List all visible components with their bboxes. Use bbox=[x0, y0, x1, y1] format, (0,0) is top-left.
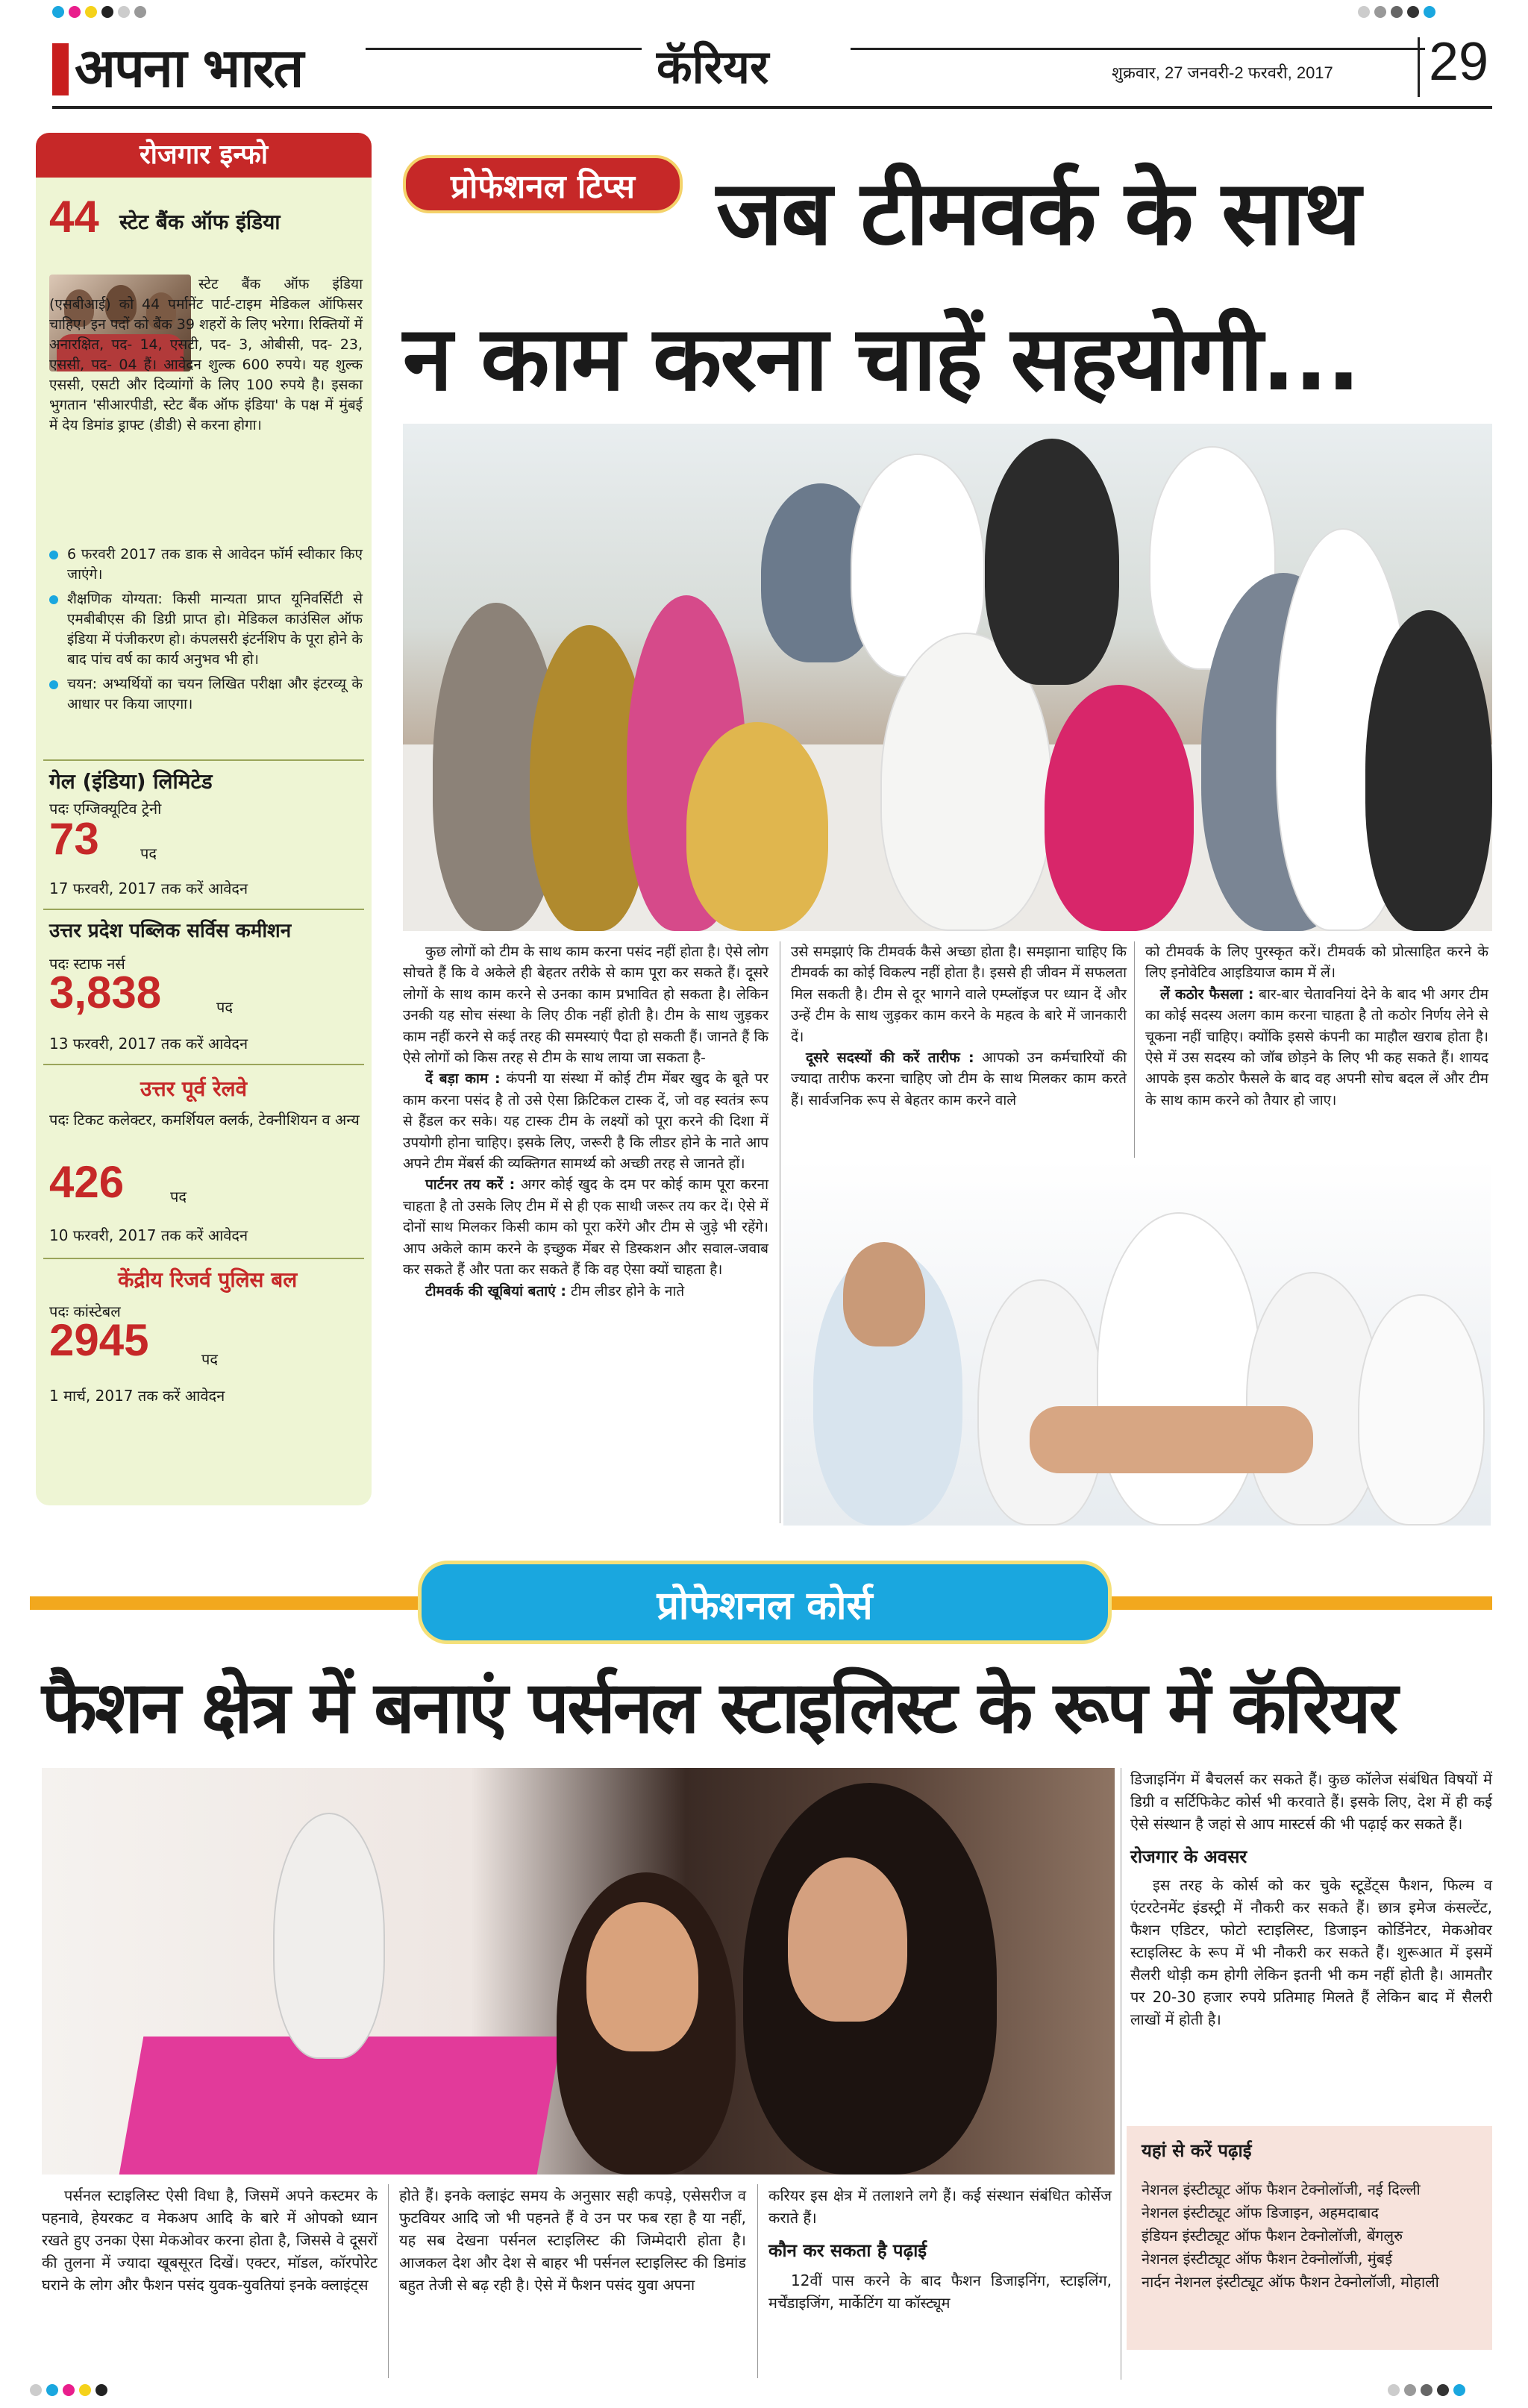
sidebar-divider bbox=[43, 1064, 364, 1065]
article2-column-1 bbox=[42, 2184, 378, 2296]
paragraph: दूसरे सदस्यों की करें तारीफ : आपको उन कर्मचारियों की ज्यादा तारीफ करना चाहिए जो टीम के साथ मिलकर काम करते हैं। सार्वजनिक रूप से बेहतर काम करने वाले bbox=[791, 1050, 1127, 1109]
institute-item: नेशनल इंस्टीट्यूट ऑफ फैशन टेक्नोलॉजी, मुंबई bbox=[1142, 2250, 1393, 2268]
article1-column-3 bbox=[1145, 941, 1488, 1111]
registration-dots-top-right bbox=[1358, 6, 1440, 21]
registration-dots-top bbox=[52, 6, 151, 21]
article1-column-1 bbox=[403, 941, 768, 1302]
page-number-divider bbox=[1418, 37, 1420, 97]
uppsc-unit: पद bbox=[216, 998, 233, 1016]
crpf-org-name: केंद्रीय रिजर्व पुलिस बल bbox=[118, 1267, 298, 1292]
paragraph: कुछ लोगों को टीम के साथ काम करना पसंद नहीं होता है। ऐसे लोग सोचते हैं कि वे अकेले ही बेहतर तरीके से काम पूरा कर सकते हैं। दूसरे लोगों के साथ काम करने से उनका काम प्रभावित हो सकता है। लेकिन उनकी यह सोच संस्था के लिए ठीक नहीं होती है। टीम के साथ जुड़कर काम नहीं करने से कई तरह की समस्याएं पैदा हो सकती हैं। जानते हैं कि ऐसे लोगों को किस तरह से टीम के साथ लाया जा सकता है- bbox=[403, 944, 768, 1067]
teamwork-hands-photo bbox=[783, 1160, 1491, 1526]
bullet-icon bbox=[49, 680, 58, 689]
bullet-icon bbox=[49, 551, 58, 559]
uppsc-org-name: उत्तर प्रदेश पब्लिक सर्विस कमीशन bbox=[49, 920, 292, 942]
crpf-unit: पद bbox=[201, 1350, 218, 1368]
professional-course-tag: प्रोफेशनल कोर्स bbox=[418, 1561, 1112, 1644]
ner-deadline: 10 फरवरी, 2017 तक करें आवेदन bbox=[49, 1226, 248, 1244]
uppsc-vacancy-count: 3,838 bbox=[49, 968, 162, 1018]
paragraph: 12वीं पास करने के बाद फैशन डिजाइनिंग, स्टाइलिंग, मर्चेंडाइजिंग, मार्केटिंग या कॉस्ट्यूम bbox=[768, 2271, 1112, 2312]
professional-tips-tag: प्रोफेशनल टिप्स bbox=[403, 155, 683, 213]
gail-post: पदः एग्जिक्यूटिव ट्रेनी bbox=[49, 800, 162, 818]
article2-column-4 bbox=[1130, 1768, 1492, 2031]
sbi-bullet-2: शैक्षणिक योग्यता: किसी मान्यता प्राप्त यूनिवर्सिटी से एमबीबीएस की डिग्री प्राप्त हो। मेडिकल काउंसिल ऑफ इंडिया में पंजीकरण हो। कंपलसरी इंटर्नशिप के पूरा होने के बाद पांच वर्ष का कार्य अनुभव भी हो। bbox=[49, 589, 363, 670]
brand-bar bbox=[52, 43, 69, 95]
subheading: कौन कर सकता है पढ़ाई bbox=[768, 2240, 927, 2261]
subheading: रोजगार के अवसर bbox=[1130, 1846, 1247, 1867]
paragraph: को टीमवर्क के लिए पुरस्कृत करें। टीमवर्क को प्रोत्साहित करने के लिए इनोवेटिव आइडियाज काम में लें। bbox=[1145, 944, 1488, 982]
masthead-rule-right bbox=[851, 48, 1425, 50]
stylist-makeup-photo bbox=[42, 1768, 1115, 2175]
article1-headline-line1: जब टीमवर्क के साथ bbox=[716, 162, 1360, 266]
institute-item: इंडियन इंस्टीट्यूट ऑफ फैशन टेक्नोलॉजी, बेंगलुरु bbox=[1142, 2227, 1403, 2245]
bullet-icon bbox=[49, 595, 58, 604]
page-number: 29 bbox=[1429, 32, 1489, 92]
article1-column-2 bbox=[791, 941, 1127, 1111]
sbi-bullet-list bbox=[49, 545, 363, 715]
ner-post: पदः टिकट कलेक्टर, कमर्शियल क्लर्क, टेक्नीशियन व अन्य bbox=[49, 1111, 360, 1129]
gail-deadline: 17 फरवरी, 2017 तक करें आवेदन bbox=[49, 880, 248, 897]
paragraph: दें बड़ा काम : कंपनी या संस्था में कोई टीम मेंबर खुद के बूते पर काम करना पसंद है तो उसे ऐसा क्रिटिकल टास्क दें, जो वह स्वतंत्र रूप से हैंडल कर सके। यह टास्क टीम के लक्ष्यों को पूरा करने की दिशा में उपयोगी होना चाहिए। इसके लिए, जरूरी है कि लीडर होने के नाते आप अपने टीम मेंबर्स की व्यक्तिगत सामर्थ्य को अच्छी तरह से जानते हों। bbox=[403, 1070, 769, 1173]
job-info-sidebar bbox=[36, 133, 372, 1505]
sidebar-title: रोजगार इन्फो bbox=[36, 133, 372, 178]
article1-headline-line2: न काम करना चाहें सहयोगी... bbox=[403, 307, 1359, 411]
ner-vacancy-count: 426 bbox=[49, 1157, 125, 1207]
ner-unit: पद bbox=[170, 1188, 187, 1205]
paragraph: डिजाइनिंग में बैचलर्स कर सकते हैं। कुछ कॉलेज संबंधित विषयों में डिग्री व सर्टिफिकेट कोर्स भी करवाते हैं। इसके लिए, देश में ही कई ऐसे संस्थान है जहां से आप मास्टर्स की भी पढ़ाई कर सकते हैं। bbox=[1130, 1770, 1492, 1833]
column-rule bbox=[1134, 941, 1135, 1158]
sidebar-divider bbox=[43, 759, 364, 761]
column-rule bbox=[757, 2184, 758, 2378]
masthead-rule-left bbox=[366, 48, 642, 50]
uppsc-post: पदः स्टाफ नर्स bbox=[49, 955, 125, 973]
paragraph: होते हैं। इनके क्लाइंट समय के अनुसार सही कपड़े, एसेसरीज व फुटवियर आदि जो भी पहनते हैं वे उन पर फब रहा है या नहीं, यह सब देखना पर्सनल स्टाइलिस्ट की जिम्मेदारी होता है। आजकल देश और देश से बाहर भी पर्सनल स्टाइलिस्ट की डिमांड बहुत तेजी से बढ़ रही है। ऐसे में फैशन पसंद युवा अपना bbox=[399, 2186, 746, 2294]
paragraph: टीमवर्क की खूबियां बताएं : टीम लीडर होने के नाते bbox=[425, 1282, 685, 1299]
sbi-intro-text: स्टेट बैंक ऑफ इंडिया (एसबीआई) को 44 पर्मानेंट पार्ट-टाइम मेडिकल ऑफिसर चाहिए। इन पदों को बैंक 39 शहरों के लिए भरेगा। रिक्तियों में अनारक्षित, पद- 14, एसटी, पद- 3, ओबीसी, पद- 23, एससी, पद- 04 हैं। आवेदन शुल्क 600 रुपये। यह शुल्क एससी, एसटी और दिव्यांगों के लिए 100 रुपये है। इसका भुगतान 'सीआरपीडी, स्टेट बैंक ऑफ इंडिया' के पक्ष में मुंबई में देय डिमांड ड्राफ्ट (डीडी) से करना होगा। bbox=[49, 276, 363, 433]
where-to-study-box bbox=[1127, 2126, 1492, 2350]
paragraph: लें कठोर फैसला : बार-बार चेतावनियां देने के बाद भी अगर टीम का कोई सदस्य अलग काम करना चाहता है तो कठोर निर्णय लेने से चूकना नहीं चाहिए। क्योंकि इससे कंपनी का माहौल खराब होता है। ऐसे में उस सदस्य को जॉब छोड़ने के लिए भी कह सकते हैं। शायद आपके इस कठोर फैसले के बाद वह अपनी सोच बदल लें और टीम के साथ काम करने को तैयार हो जाए। bbox=[1145, 985, 1488, 1109]
team-group-photo bbox=[403, 424, 1492, 931]
article2-column-3 bbox=[768, 2184, 1112, 2314]
article2-headline: फैशन क्षेत्र में बनाएं पर्सनल स्टाइलिस्ट के रूप में कॅरियर bbox=[42, 1666, 1396, 1749]
paragraph: करियर इस क्षेत्र में तलाशने लगे हैं। कई संस्थान संबंधित कोर्सेज कराते हैं। bbox=[768, 2186, 1112, 2227]
crpf-deadline: 1 मार्च, 2017 तक करें आवेदन bbox=[49, 1387, 225, 1405]
registration-dots-bottom bbox=[30, 2384, 112, 2399]
paragraph: पर्सनल स्टाइलिस्ट ऐसी विधा है, जिसमें अपने कस्टमर के पहनावे, हेयरकट व मेकअप आदि के बारे में ओपको ध्यान रखते हुए उनका ऐसा मेकओवर करना होता है, जिससे वे दूसरों की तुलना में ज्यादा खूबसूरत दिखें। एक्टर, मॉडल, कॉरपोरेट घराने के लोग और फैशन पसंद युवक-युवतियां इनके क्लाइंट्स bbox=[42, 2186, 378, 2294]
box-list bbox=[1142, 2178, 1485, 2294]
sbi-vacancy-count: 44 bbox=[49, 192, 99, 242]
column-rule bbox=[388, 2184, 389, 2378]
sbi-bullet-3: चयन: अभ्यर्थियों का चयन लिखित परीक्षा और इंटरव्यू के आधार पर किया जाएगा। bbox=[49, 674, 363, 715]
section-title: कॅरियर bbox=[657, 40, 769, 94]
sbi-org-name: स्टेट बैंक ऑफ इंडिया bbox=[119, 210, 281, 234]
institute-item: नेशनल इंस्टीट्यूट ऑफ फैशन टेक्नोलॉजी, नई दिल्ली bbox=[1142, 2180, 1421, 2198]
sidebar-divider bbox=[43, 909, 364, 910]
uppsc-deadline: 13 फरवरी, 2017 तक करें आवेदन bbox=[49, 1035, 248, 1053]
sbi-bullet-1: 6 फरवरी 2017 तक डाक से आवेदन फॉर्म स्वीकार किए जाएंगे। bbox=[49, 545, 363, 585]
article2-column-2 bbox=[399, 2184, 746, 2296]
crpf-vacancy-count: 2945 bbox=[49, 1315, 149, 1365]
paragraph: उसे समझाएं कि टीमवर्क कैसे अच्छा होता है। समझाना चाहिए कि टीमवर्क का कोई विकल्प नहीं होता है। इससे ही जीवन में सफलता मिल सकती है। टीम से दूर भागने वाले एम्प्लॉइज पर ध्यान दें और उन्हें टीम के साथ जुड़कर काम करने के महत्व के बारे में जानकारी दें। bbox=[791, 944, 1127, 1045]
institute-item: नार्दन नेशनल इंस्टीट्यूट ऑफ फैशन टेक्नोलॉजी, मोहाली bbox=[1142, 2273, 1439, 2291]
gail-org-name: गेल (इंडिया) लिमिटेड bbox=[49, 769, 213, 794]
ner-org-name: उत्तर पूर्व रेलवे bbox=[140, 1076, 248, 1101]
gail-unit: पद bbox=[140, 844, 157, 862]
masthead-bottom-rule bbox=[52, 106, 1492, 109]
paragraph: पार्टनर तय करें : अगर कोई खुद के दम पर कोई काम पूरा करना चाहता है तो उसके लिए टीम में से ही एक साथी जरूर तय कर दें। ऐसे में दोनों साथ मिलकर किसी काम को पूरा करेंगे और टीम से जुड़े भी रहेंगे। आप अकेले काम करने के इच्छुक मेंबर से डिस्कशन और सवाल-जवाब कर सकते हैं और पता कर सकते हैं कि वह ऐसा क्यों चाहता है। bbox=[403, 1176, 769, 1279]
paragraph: इस तरह के कोर्स को कर चुके स्टूडेंट्स फैशन, फिल्म व एंटरटेनमेंट इंडस्ट्री में नौकरी कर सकते हैं। छात्र इमेज कंसल्टेंट, फैशन एडिटर, फोटो स्टाइलिस्ट, डिजाइन कोर्डिनेटर, मेकओवर स्टाइलिस्ट के रूप में भी नौकरी कर सकते हैं। शुरूआत में इसमें सैलरी थोड़ी कम होगी लेकिन इतनी भी कम नहीं होती है। आमतौर पर 20-30 हजार रुपये प्रतिमाह मिलते हैं लेकिन बाद में सैलरी लाखों में होती है। bbox=[1130, 1876, 1492, 2028]
dateline: शुक्रवार, 27 जनवरी-2 फरवरी, 2017 bbox=[1112, 63, 1333, 82]
gail-vacancy-count: 73 bbox=[49, 814, 99, 864]
institute-item: नेशनल इंस्टीट्यूट ऑफ डिजाइन, अहमदाबाद bbox=[1142, 2204, 1379, 2222]
registration-dots-bottom-right bbox=[1388, 2384, 1470, 2399]
sidebar-divider bbox=[43, 1258, 364, 1259]
crpf-post: पदः कांस्टेबल bbox=[49, 1302, 121, 1320]
box-title: यहां से करें पढ़ाई bbox=[1142, 2140, 1252, 2161]
newspaper-brand: अपना भारत bbox=[75, 36, 303, 99]
